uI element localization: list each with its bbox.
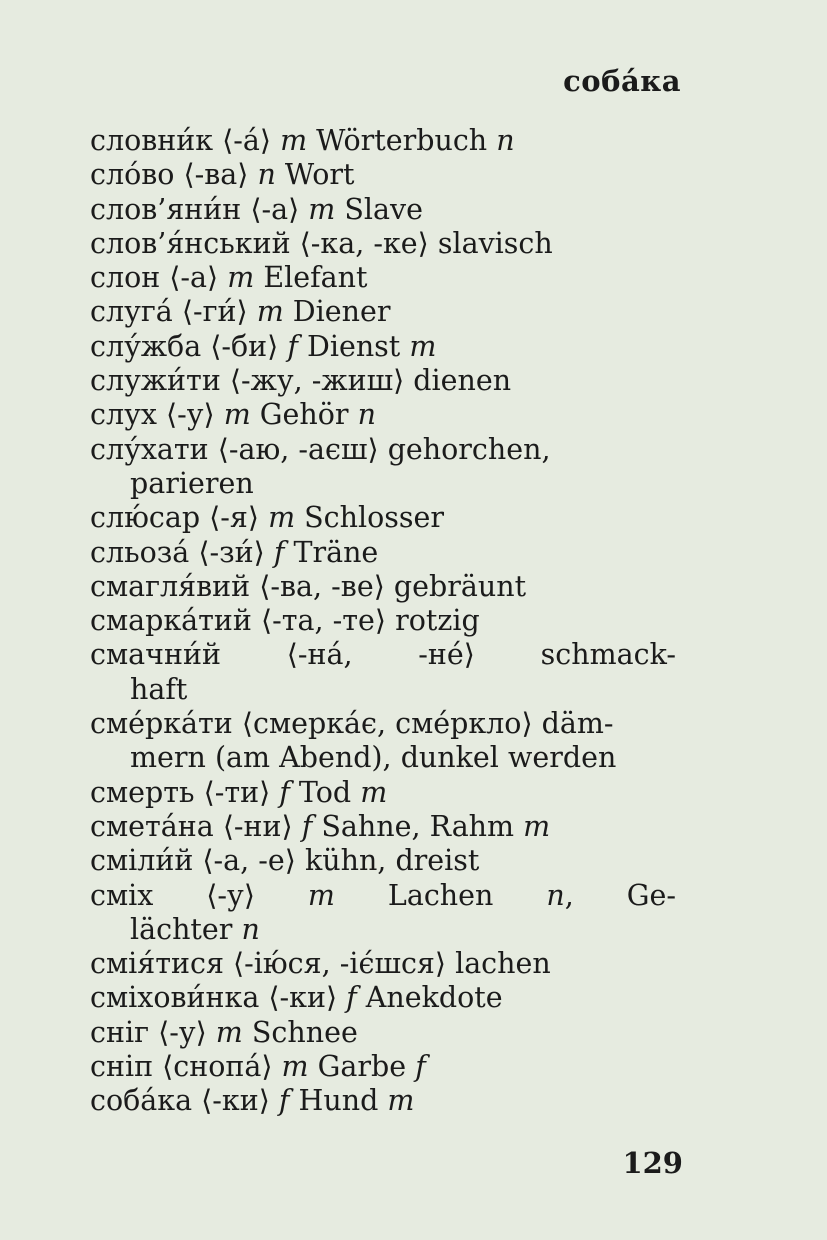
entry-smachnyi-continuation: haft: [130, 672, 188, 706]
entry-part: n,: [546, 878, 574, 912]
entry-part: ⟨-нá,: [286, 638, 353, 672]
entry-smikh: [90, 879, 676, 913]
entry-smikh-continuation: lächter n: [130, 912, 260, 946]
entry-slon: слон ⟨-а⟩ m Elefant: [90, 261, 368, 295]
entry-slovianskyi: слов’я́нський ⟨-ка, -ке⟩ slavisch: [90, 226, 553, 260]
entry-sobaka: собáка ⟨-ки⟩ f Hund m: [90, 1084, 415, 1118]
entry-smilyi: сміли́й ⟨-а, -е⟩ kühn, dreist: [90, 844, 480, 878]
entry-sluzhba: слу́жба ⟨-би⟩ f Dienst m: [90, 329, 437, 363]
entry-sliusar: слю́сар ⟨-я⟩ m Schlosser: [90, 501, 445, 535]
entry-part: ⟨-у⟩: [206, 878, 255, 912]
entry-smarkatyi: смаркáтий ⟨-та, -те⟩ rotzig: [90, 604, 480, 638]
entry-smert: смерть ⟨-ти⟩ f Tod m: [90, 775, 388, 809]
entry-smetana: сметáна ⟨-ни⟩ f Sahne, Rahm m: [90, 809, 551, 843]
entry-slioza: сльозá ⟨-зи́⟩ f Träne: [90, 535, 379, 569]
entry-part: schmack-: [540, 638, 676, 672]
entry-smiiatysia: смія́тися ⟨-ію́ся, -іє́шся⟩ lachen: [90, 947, 551, 981]
entry-sluzhyty: служи́ти ⟨-жу, -жиш⟩ dienen: [90, 364, 512, 398]
entry-part: -нé⟩: [418, 638, 475, 672]
entry-snih: сніг ⟨-у⟩ m Schnee: [90, 1015, 358, 1049]
entry-snip: сніп ⟨снопá⟩ m Garbe f: [90, 1050, 426, 1084]
entry-sluha: слугá ⟨-ги́⟩ m Diener: [90, 295, 391, 329]
entry-part: Lachen: [387, 878, 494, 912]
entry-slukhaty: слу́хати ⟨-аю, -аєш⟩ gehorchen,: [90, 432, 551, 466]
entry-smahliavyi: смагля́вий ⟨-ва, -ве⟩ gebräunt: [90, 569, 527, 603]
entry-smerkaty-continuation: mern (am Abend), dunkel werden: [130, 741, 617, 775]
entry-part: смачни́й: [90, 638, 221, 672]
entry-list: [90, 124, 676, 1119]
entry-slukhaty-continuation: parieren: [130, 466, 254, 500]
entry-slovo: сло́во ⟨-ва⟩ n Wort: [90, 158, 355, 192]
entry-smachnyi: [90, 638, 676, 672]
entry-smikhovynka: сміхови́нка ⟨-ки⟩ f Anekdote: [90, 981, 503, 1015]
entry-part: Ge-: [626, 878, 676, 912]
running-head: собáка: [563, 64, 681, 98]
entry-part: m: [307, 878, 335, 912]
page-number: 129: [622, 1146, 683, 1180]
entry-slovianyn: слов’яни́н ⟨-а⟩ m Slave: [90, 192, 423, 226]
entry-smerkaty: смéркáти ⟨смеркáє, смéркло⟩ däm-: [90, 707, 614, 741]
entry-slukh: слух ⟨-у⟩ m Gehör n: [90, 398, 376, 432]
entry-part: сміх: [90, 878, 154, 912]
entry-slovnyk: словни́к ⟨-á⟩ m Wörterbuch n: [90, 124, 515, 157]
